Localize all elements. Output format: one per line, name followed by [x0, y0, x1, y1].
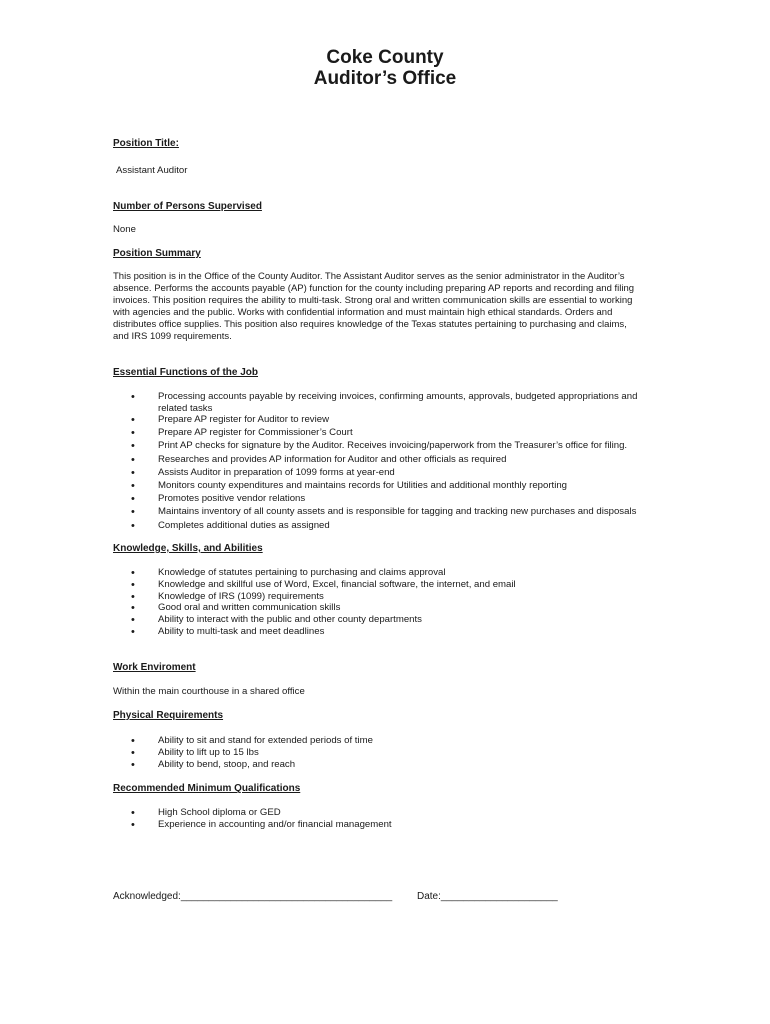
date-line: Date:_____________________ — [417, 891, 558, 902]
position-title-heading: Position Title: — [113, 138, 179, 149]
list-item — [131, 579, 516, 591]
qualifications-list — [131, 807, 392, 831]
bullet-icon: • — [131, 614, 135, 627]
list-item-text: Ability to interact with the public and other county departments — [158, 614, 422, 626]
list-item — [131, 414, 637, 427]
work-environment-value: Within the main courthouse in a shared office — [113, 686, 305, 697]
list-item — [131, 614, 516, 626]
list-item — [131, 391, 637, 414]
list-item-text: Prepare AP register for Auditor to review — [158, 414, 329, 425]
persons-supervised-heading: Number of Persons Supervised — [113, 201, 262, 212]
list-item — [131, 747, 373, 759]
list-item-text: Ability to sit and stand for extended periods of time — [158, 735, 373, 746]
list-item — [131, 480, 637, 493]
bullet-icon: • — [131, 391, 135, 403]
summary-line: This position is in the Office of the County Auditor. The Assistant Auditor serves as the senior administrator in the Auditor’s — [113, 271, 625, 282]
list-item-text: Print AP checks for signature by the Auditor. Receives invoicing/paperwork from the Treasurer’s office for filing. — [158, 440, 628, 452]
ksa-list — [131, 567, 516, 638]
bullet-icon: • — [131, 602, 135, 615]
qualifications-heading: Recommended Minimum Qualifications — [113, 783, 301, 794]
list-item-text: Researches and provides AP information for Auditor and other officials as required — [158, 453, 507, 465]
position-title-value: Assistant Auditor — [116, 165, 188, 176]
list-item-text: Ability to multi-task and meet deadlines — [158, 625, 325, 637]
list-item-text: Good oral and written communication skills — [158, 602, 341, 614]
list-item — [131, 591, 516, 603]
list-item-text: Knowledge and skillful use of Word, Excel, financial software, the internet, and email — [158, 578, 516, 590]
list-item — [131, 602, 516, 614]
bullet-icon: • — [131, 466, 135, 479]
bullet-icon: • — [131, 747, 135, 759]
bullet-icon: • — [131, 519, 135, 532]
summary-line: invoices. This position requires the ability to multi-task. Strong oral and written communication skills are essential to working — [113, 295, 633, 307]
position-summary-text — [113, 271, 673, 344]
bullet-icon: • — [131, 506, 135, 519]
bullet-icon: • — [131, 735, 135, 747]
list-item — [131, 567, 516, 579]
summary-line: and IRS 1099 requirements. — [113, 331, 232, 343]
document-title-line2: Auditor’s Office — [313, 68, 457, 89]
list-item — [131, 819, 392, 831]
list-item — [131, 626, 516, 638]
list-item-text: Ability to lift up to 15 lbs — [158, 747, 259, 758]
persons-supervised-value: None — [113, 224, 136, 235]
bullet-icon: • — [131, 819, 135, 831]
bullet-icon: • — [131, 578, 135, 591]
list-item — [131, 506, 637, 519]
work-environment-heading: Work Enviroment — [113, 662, 196, 673]
list-item-text: Prepare AP register for Commissioner’s Court — [158, 427, 353, 439]
list-item-text: Knowledge of IRS (1099) requirements — [158, 590, 324, 602]
ksa-heading: Knowledge, Skills, and Abilities — [113, 543, 263, 554]
bullet-icon: • — [131, 493, 135, 506]
list-item-text-cont: related tasks — [158, 403, 213, 414]
list-item-text: Completes additional duties as assigned — [158, 519, 330, 531]
essential-functions-list — [131, 391, 637, 533]
list-item-text: Experience in accounting and/or financial management — [158, 819, 392, 830]
list-item — [131, 735, 373, 747]
bullet-icon: • — [131, 567, 135, 579]
list-item-text: Knowledge of statutes pertaining to purchasing and claims approval — [158, 567, 446, 578]
physical-requirements-list — [131, 735, 373, 771]
list-item-text: Monitors county expenditures and maintains records for Utilities and additional monthly reporting — [158, 479, 568, 491]
list-item — [131, 807, 392, 819]
list-item-text: Ability to bend, stoop, and reach — [158, 759, 296, 770]
list-item-text: Maintains inventory of all county assets and is responsible for tagging and tracking new purchases and disposals — [158, 506, 637, 518]
summary-line: distributes office supplies. This position also requires knowledge of the Texas statutes pertaining to purchasing and claims, — [113, 319, 627, 331]
bullet-icon: • — [131, 759, 135, 771]
bullet-icon: • — [131, 453, 135, 466]
list-item — [131, 759, 373, 771]
bullet-icon: • — [131, 427, 135, 440]
bullet-icon: • — [131, 590, 135, 603]
list-item — [131, 467, 637, 480]
list-item — [131, 427, 637, 440]
bullet-icon: • — [131, 440, 135, 453]
list-item — [131, 440, 637, 453]
summary-line: absence. Performs the accounts payable (AP) function for the county including preparing AP reports and recording and filing — [113, 283, 635, 295]
position-summary-heading: Position Summary — [113, 248, 201, 259]
list-item-text: Promotes positive vendor relations — [158, 493, 306, 505]
acknowledged-signature-line: Acknowledged:______________________________________ — [113, 891, 393, 902]
bullet-icon: • — [131, 625, 135, 638]
list-item-text: High School diploma or GED — [158, 807, 281, 818]
physical-requirements-heading: Physical Requirements — [113, 710, 224, 721]
bullet-icon: • — [131, 807, 135, 819]
document-title-line1: Coke County — [326, 47, 444, 68]
bullet-icon: • — [131, 479, 135, 492]
list-item-text: Processing accounts payable by receiving invoices, confirming amounts, approvals, budgeted appropriations and — [158, 391, 638, 402]
essential-functions-heading: Essential Functions of the Job — [113, 367, 259, 378]
list-item — [131, 454, 637, 467]
list-item-text: Assists Auditor in preparation of 1099 forms at year-end — [158, 466, 395, 478]
bullet-icon: • — [131, 414, 135, 426]
list-item — [131, 493, 637, 506]
summary-line: with agencies and the public. Works with confidential information and must maintain high ethical standards. Orders and — [113, 307, 613, 319]
list-item — [131, 520, 637, 533]
